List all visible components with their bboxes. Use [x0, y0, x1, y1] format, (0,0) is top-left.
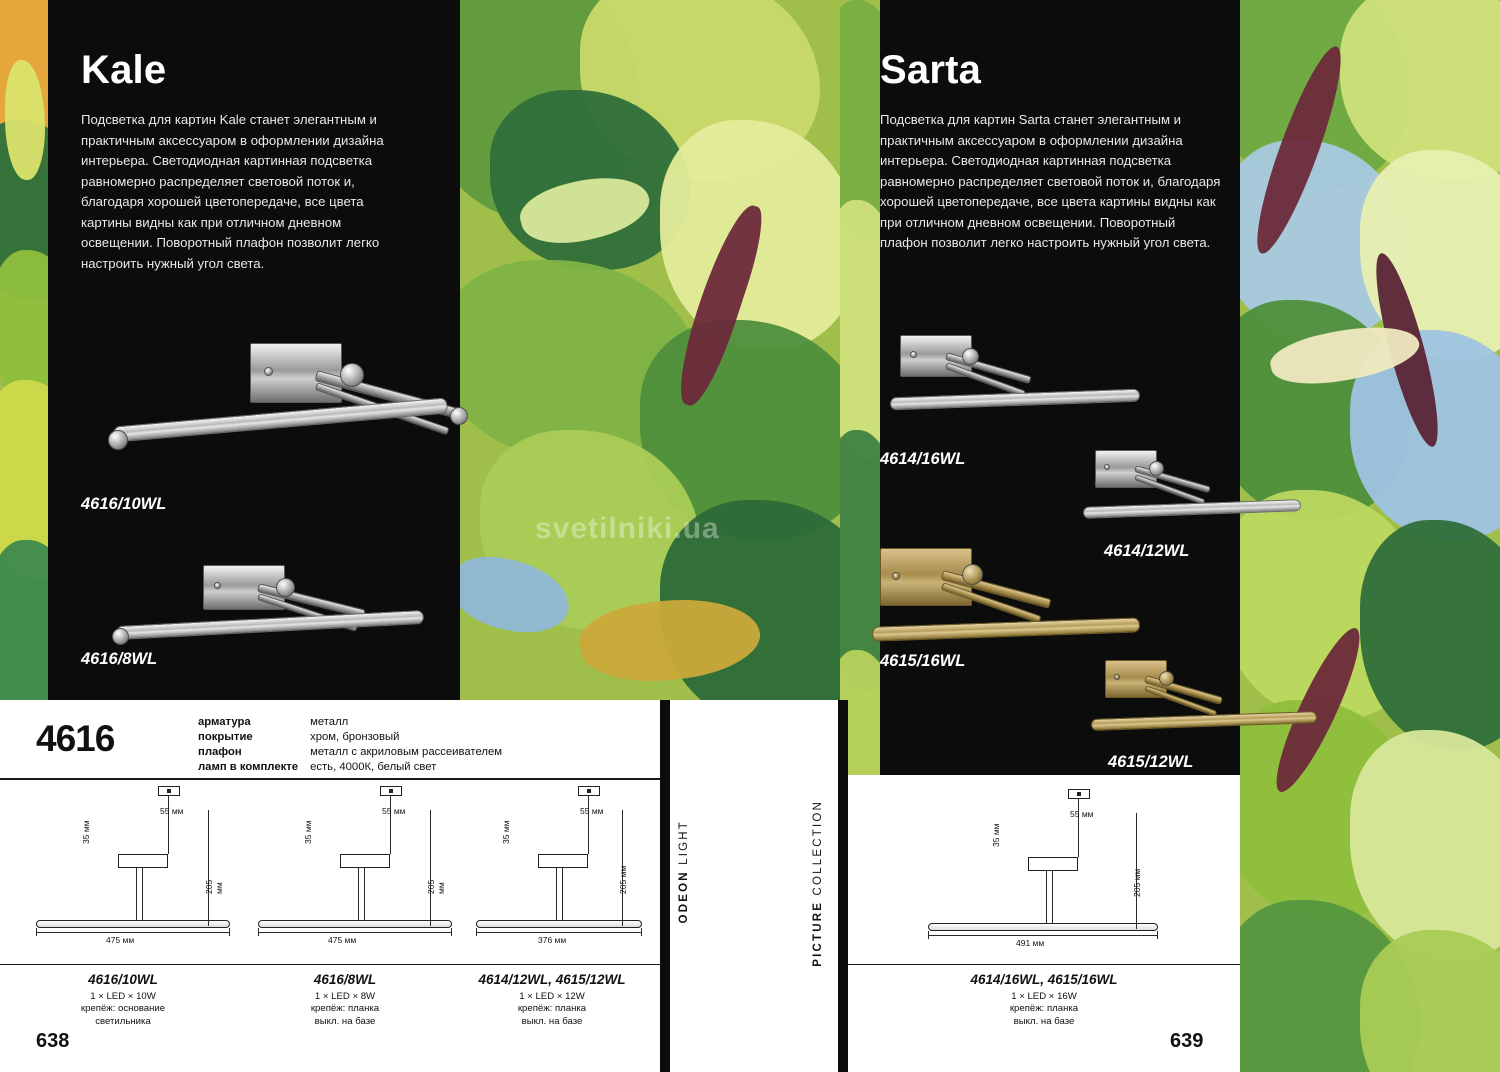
caption-lamp: 1 × LED × 8W [314, 991, 376, 1002]
sarta-panel [880, 0, 1240, 775]
caption-lamp: 1 × LED × 16W [1011, 991, 1077, 1002]
dim-width: 475 мм [106, 935, 135, 945]
caption-mount2: выкл. на базе [521, 1015, 583, 1027]
spec-key: арматура [198, 716, 251, 728]
kale-description: Подсветка для картин Kale станет элегантным и практичным аксессуаром в оформлении дизайна интерьера. Светодиодная картинная подсветка равномерно распределяет световой поток и, благодаря хорошей цветопередаче, все цвета картины видны как при отличном дневном освещении. Поворотный плафон позволит легко настроить нужный угол света. [81, 112, 384, 271]
brand-light: LIGHT [678, 820, 690, 865]
caption-lamp: 1 × LED × 12W [519, 991, 585, 1002]
spine-area [660, 700, 848, 1072]
product-image-4616-10wl [58, 330, 458, 460]
spec-row [198, 746, 502, 759]
kale-title: Kale [81, 48, 167, 92]
divider [0, 964, 660, 965]
drawing-4614-12wl [448, 786, 648, 966]
spec-key: плафон [198, 746, 242, 758]
caption-mount: крепёж: планка [1009, 1003, 1079, 1015]
kale-panel [48, 0, 460, 700]
caption-4614-16wl [868, 972, 1220, 1028]
sarta-title: Sarta [880, 48, 982, 92]
divider [848, 964, 1240, 965]
product-image-4614-16wl [900, 330, 1160, 430]
caption-title: 4614/12WL, 4615/12WL [478, 972, 626, 987]
collection-vertical-text [812, 800, 824, 967]
caption-mount: крепёж: планка [517, 1003, 587, 1015]
caption-title: 4614/16WL, 4615/16WL [970, 972, 1118, 987]
dim-depth: 55 мм [580, 806, 604, 816]
painting-left-main [460, 0, 840, 700]
divider [0, 778, 660, 780]
dim-height: 35 мм [991, 823, 1001, 847]
product-image-4614-12wl [1095, 445, 1355, 545]
caption-mount2: выкл. на базе [314, 1015, 376, 1027]
brand-vertical-text [678, 820, 690, 923]
drawing-4616-10wl [18, 786, 228, 966]
dim-drop: 205 мм [618, 865, 628, 894]
spec-value: хром, бронзовый [310, 731, 400, 743]
product-label-4615-12wl: 4615/12WL [1108, 753, 1194, 771]
spec-sheet-right [848, 775, 1240, 1072]
product-label-4616-10wl: 4616/10WL [81, 495, 167, 513]
dim-drop: 205 мм [204, 879, 224, 894]
watermark: svetilniki.ua [535, 512, 720, 545]
dim-drop: 205 мм [426, 879, 446, 894]
series-code: 4616 [36, 718, 115, 759]
caption-4616-8wl [240, 972, 450, 1028]
sarta-description: Подсветка для картин Sarta станет элегантным и практичным аксессуаром в оформлении дизайна интерьера. Светодиодная картинная подсветка равномерно распределяет световой поток и, благодаря хорошей цветопередаче, все цвета картины видны как при отличном дневном освещении. Поворотный плафон позволит легко настроить нужный угол света. [880, 112, 1221, 250]
caption-4614-12wl [444, 972, 660, 1028]
spec-key: ламп в комплекте [198, 761, 299, 773]
spec-sheet-left [0, 700, 660, 1072]
spec-row [198, 761, 502, 774]
dim-width: 376 мм [538, 935, 567, 945]
caption-mount: крепёж: планка [310, 1003, 380, 1015]
dim-drop: 205 мм [1132, 868, 1142, 897]
product-image-4615-16wl [880, 540, 1160, 650]
spec-row [198, 731, 502, 744]
spec-key: покрытие [198, 731, 253, 743]
drawing-4614-16wl [918, 789, 1168, 969]
caption-lamp: 1 × LED × 10W [90, 991, 156, 1002]
dim-depth: 55 мм [382, 806, 406, 816]
product-image-4616-8wl [58, 550, 438, 660]
caption-title: 4616/8WL [313, 972, 377, 987]
page-number-right: 639 [1170, 1030, 1204, 1052]
dim-height: 35 мм [303, 820, 313, 844]
caption-title: 4616/10WL [88, 972, 158, 987]
spec-value: металл [310, 716, 349, 728]
painting-left-strip [0, 0, 48, 700]
spec-value: есть, 4000К, белый свет [310, 761, 437, 773]
spec-table [196, 714, 504, 776]
dim-width: 475 мм [328, 935, 357, 945]
dim-depth: 55 мм [160, 806, 184, 816]
caption-mount2: светильника [95, 1015, 151, 1027]
product-label-4614-16wl: 4614/16WL [880, 450, 966, 468]
dim-width: 491 мм [1016, 938, 1045, 948]
caption-mount2: выкл. на базе [1013, 1015, 1075, 1027]
brand-bold: ODEON [678, 870, 690, 924]
spec-value: металл с акриловым рассеивателем [310, 746, 502, 758]
dim-height: 35 мм [81, 820, 91, 844]
product-label-4615-16wl: 4615/16WL [880, 652, 966, 670]
drawing-4616-8wl [240, 786, 450, 966]
dim-depth: 55 мм [1070, 809, 1094, 819]
product-label-4614-12wl: 4614/12WL [1104, 542, 1190, 560]
caption-4616-10wl [18, 972, 228, 1028]
dim-height: 35 мм [501, 820, 511, 844]
product-label-4616-8wl: 4616/8WL [81, 650, 158, 668]
collection-bold: PICTURE [812, 900, 824, 967]
product-image-4615-12wl [1105, 655, 1375, 755]
spec-row [198, 716, 502, 729]
caption-mount: крепёж: основание [80, 1003, 166, 1015]
page-number-left: 638 [36, 1030, 70, 1052]
collection-light: COLLECTION [812, 800, 824, 896]
